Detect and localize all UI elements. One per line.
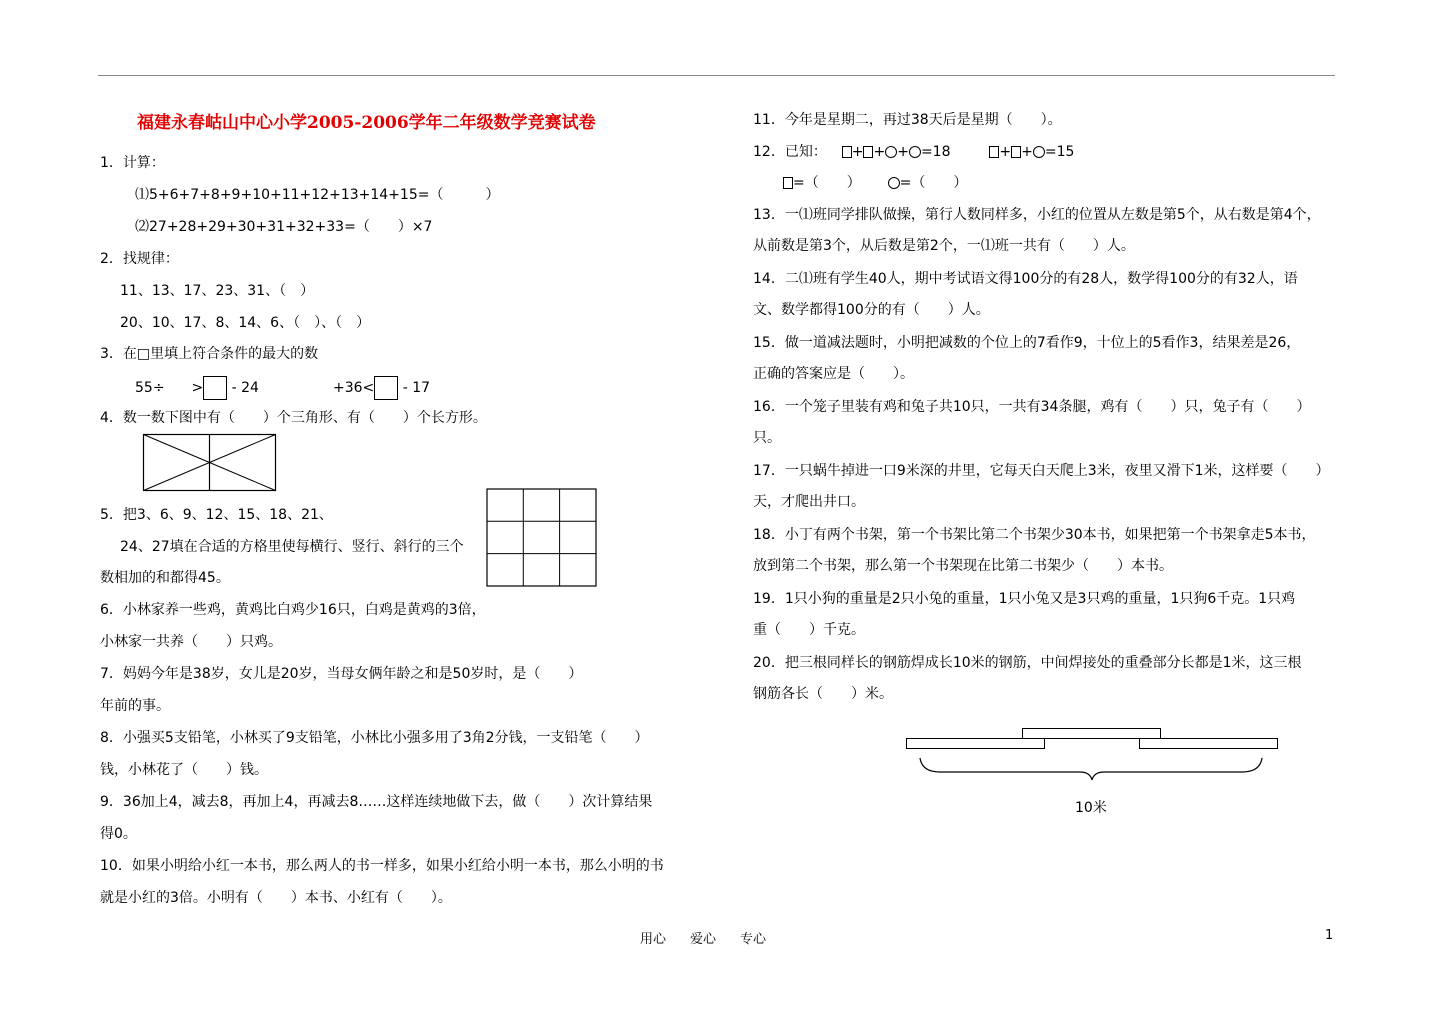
- question-9b: 得0。: [100, 826, 137, 842]
- question-12-answers: [783, 173, 967, 193]
- question-11: 11．今年是星期二，再过38天后是星期（ ）。: [753, 112, 1062, 128]
- question-13b: 从前数是第3个，从后数是第2个，一⑴班一共有（ ）人。: [753, 238, 1135, 254]
- question-3a: [135, 376, 259, 400]
- question-5c: 数相加的和都得45。: [100, 570, 230, 586]
- question-14a: 14．二⑴班有学生40人，期中考试语文得100分的有28人，数学得100分的有32人，语: [753, 271, 1298, 287]
- page-title: 福建永春岵山中心小学2005-2006学年二年级数学竞赛试卷: [137, 113, 596, 133]
- question-6a: 6．小林家养一些鸡，黄鸡比白鸡少16只，白鸡是黄鸡的3倍，: [100, 602, 486, 618]
- question-4: 4．数一数下图中有（ ）个三角形、有（ ）个长方形。: [100, 410, 487, 426]
- question-3a-part3: - 24: [231, 380, 259, 396]
- square-symbol: [842, 146, 852, 158]
- question-3b-part1: +36<: [333, 380, 375, 396]
- question-7a: 7．妈妈今年是38岁，女儿是20岁，当母女俩年龄之和是50岁时，是（ ）: [100, 666, 583, 682]
- footer-word-1: 用心: [640, 932, 667, 947]
- rectangle-diagram: [142, 433, 278, 493]
- question-16a: 16．一个笼子里装有鸡和兔子共10只，一共有34条腿，鸡有（ ）只，兔子有（ ）: [753, 399, 1311, 415]
- question-3a-part2: >: [191, 380, 204, 396]
- question-16b: 只。: [753, 430, 781, 446]
- grid-border: [487, 489, 596, 586]
- question-20b: 钢筋各长（ ）米。: [753, 686, 893, 702]
- question-17a: 17．一只蜗牛掉进一口9米深的井里，它每天白天爬上3米，夜里又滑下1米，这样要（ ）: [753, 463, 1330, 479]
- question-9a: 9．36加上4，减去8，再加上4，再减去8……这样连续地做下去，做（ ）次计算结果: [100, 794, 653, 810]
- question-12: 12．已知： + + + =18 + + =15: [753, 144, 1075, 160]
- question-17b: 天，才爬出井口。: [753, 494, 865, 510]
- circle-symbol: [1033, 146, 1045, 158]
- question-14b: 文、数学都得100分的有（ ）人。: [753, 302, 990, 318]
- question-19a: 19．1只小狗的重量是2只小兔的重量，1只小兔又是3只鸡的重量，1只狗6千克。1只鸡: [753, 591, 1296, 607]
- question-2a: 11、13、17、23、31、（ ）: [120, 283, 315, 299]
- question-12-label: 12．已知：: [753, 144, 827, 160]
- question-3a-part1: 55÷: [135, 380, 165, 396]
- footer-word-3: 专心: [740, 932, 767, 947]
- footer-word-2: 爱心: [690, 932, 717, 947]
- question-3: 3．在□里填上符合条件的最大的数: [100, 346, 319, 362]
- page-number: 1: [1325, 928, 1334, 943]
- top-bar: [1023, 729, 1161, 739]
- steel-bar-diagram: [900, 722, 1285, 782]
- top-rule: [98, 75, 1335, 76]
- question-5b: 24、27填在合适的方格里使每横行、竖行、斜行的三个: [120, 539, 464, 555]
- question-1: 1．计算：: [100, 155, 165, 171]
- square-symbol: [989, 146, 999, 158]
- magic-square-grid: [486, 488, 598, 588]
- left-bar: [907, 739, 1045, 749]
- circle-symbol: [909, 146, 921, 158]
- question-8b: 钱，小林花了（ ）钱。: [100, 762, 268, 778]
- question-10a: 10．如果小明给小红一本书，那么两人的书一样多，如果小红给小明一本书，那么小明的书: [100, 858, 664, 874]
- right-bar: [1140, 739, 1278, 749]
- circle-symbol: [888, 177, 900, 189]
- answer-box: [374, 376, 398, 400]
- question-18a: 18．小丁有两个书架，第一个书架比第二个书架少30本书，如果把第一个书架拿走5本书，: [753, 527, 1316, 543]
- square-symbol: [783, 177, 793, 189]
- answer-box: [203, 376, 227, 400]
- question-7b: 年前的事。: [100, 698, 170, 714]
- question-20a: 20．把三根同样长的钢筋焊成长10米的钢筋，中间焊接处的重叠部分长都是1米，这三根: [753, 655, 1302, 671]
- square-answer: =（ ）: [793, 175, 861, 191]
- question-15a: 15．做一道减法题时，小明把减数的个位上的7看作9，十位上的5看作3，结果差是26，: [753, 335, 1301, 351]
- question-15b: 正确的答案应是（ ）。: [753, 366, 914, 382]
- question-3b: [333, 376, 430, 400]
- question-18b: 放到第二个书架，那么第一个书架现在比第二书架少（ ）本书。: [753, 558, 1173, 574]
- question-1b: ⑵27+28+29+30+31+32+33=（ ）×7: [135, 219, 433, 235]
- question-5a: 5．把3、6、9、12、15、18、21、: [100, 507, 333, 523]
- question-2: 2．找规律：: [100, 251, 179, 267]
- question-1a: ⑴5+6+7+8+9+10+11+12+13+14+15=（ ）: [135, 187, 500, 203]
- circle-answer: =（ ）: [899, 175, 968, 191]
- question-10b: 就是小红的3倍。小明有（ ）本书、小红有（ ）。: [100, 890, 452, 906]
- length-brace: [920, 758, 1262, 780]
- square-symbol: [863, 146, 873, 158]
- question-3b-part2: - 17: [402, 380, 431, 396]
- square-symbol: [1011, 146, 1021, 158]
- circle-symbol: [885, 146, 897, 158]
- length-label: 10米: [1075, 800, 1107, 816]
- question-8a: 8．小强买5支铅笔，小林买了9支铅笔，小林比小强多用了3角2分钱，一支铅笔（ ）: [100, 730, 649, 746]
- question-6b: 小林家一共养（ ）只鸡。: [100, 634, 282, 650]
- question-2b: 20、10、17、8、14、6、（ ）、（ ）: [120, 315, 371, 331]
- question-19b: 重（ ）千克。: [753, 622, 865, 638]
- question-13a: 13．一⑴班同学排队做操，第行人数同样多，小红的位置从左数是第5个，从右数是第4个，: [753, 207, 1321, 223]
